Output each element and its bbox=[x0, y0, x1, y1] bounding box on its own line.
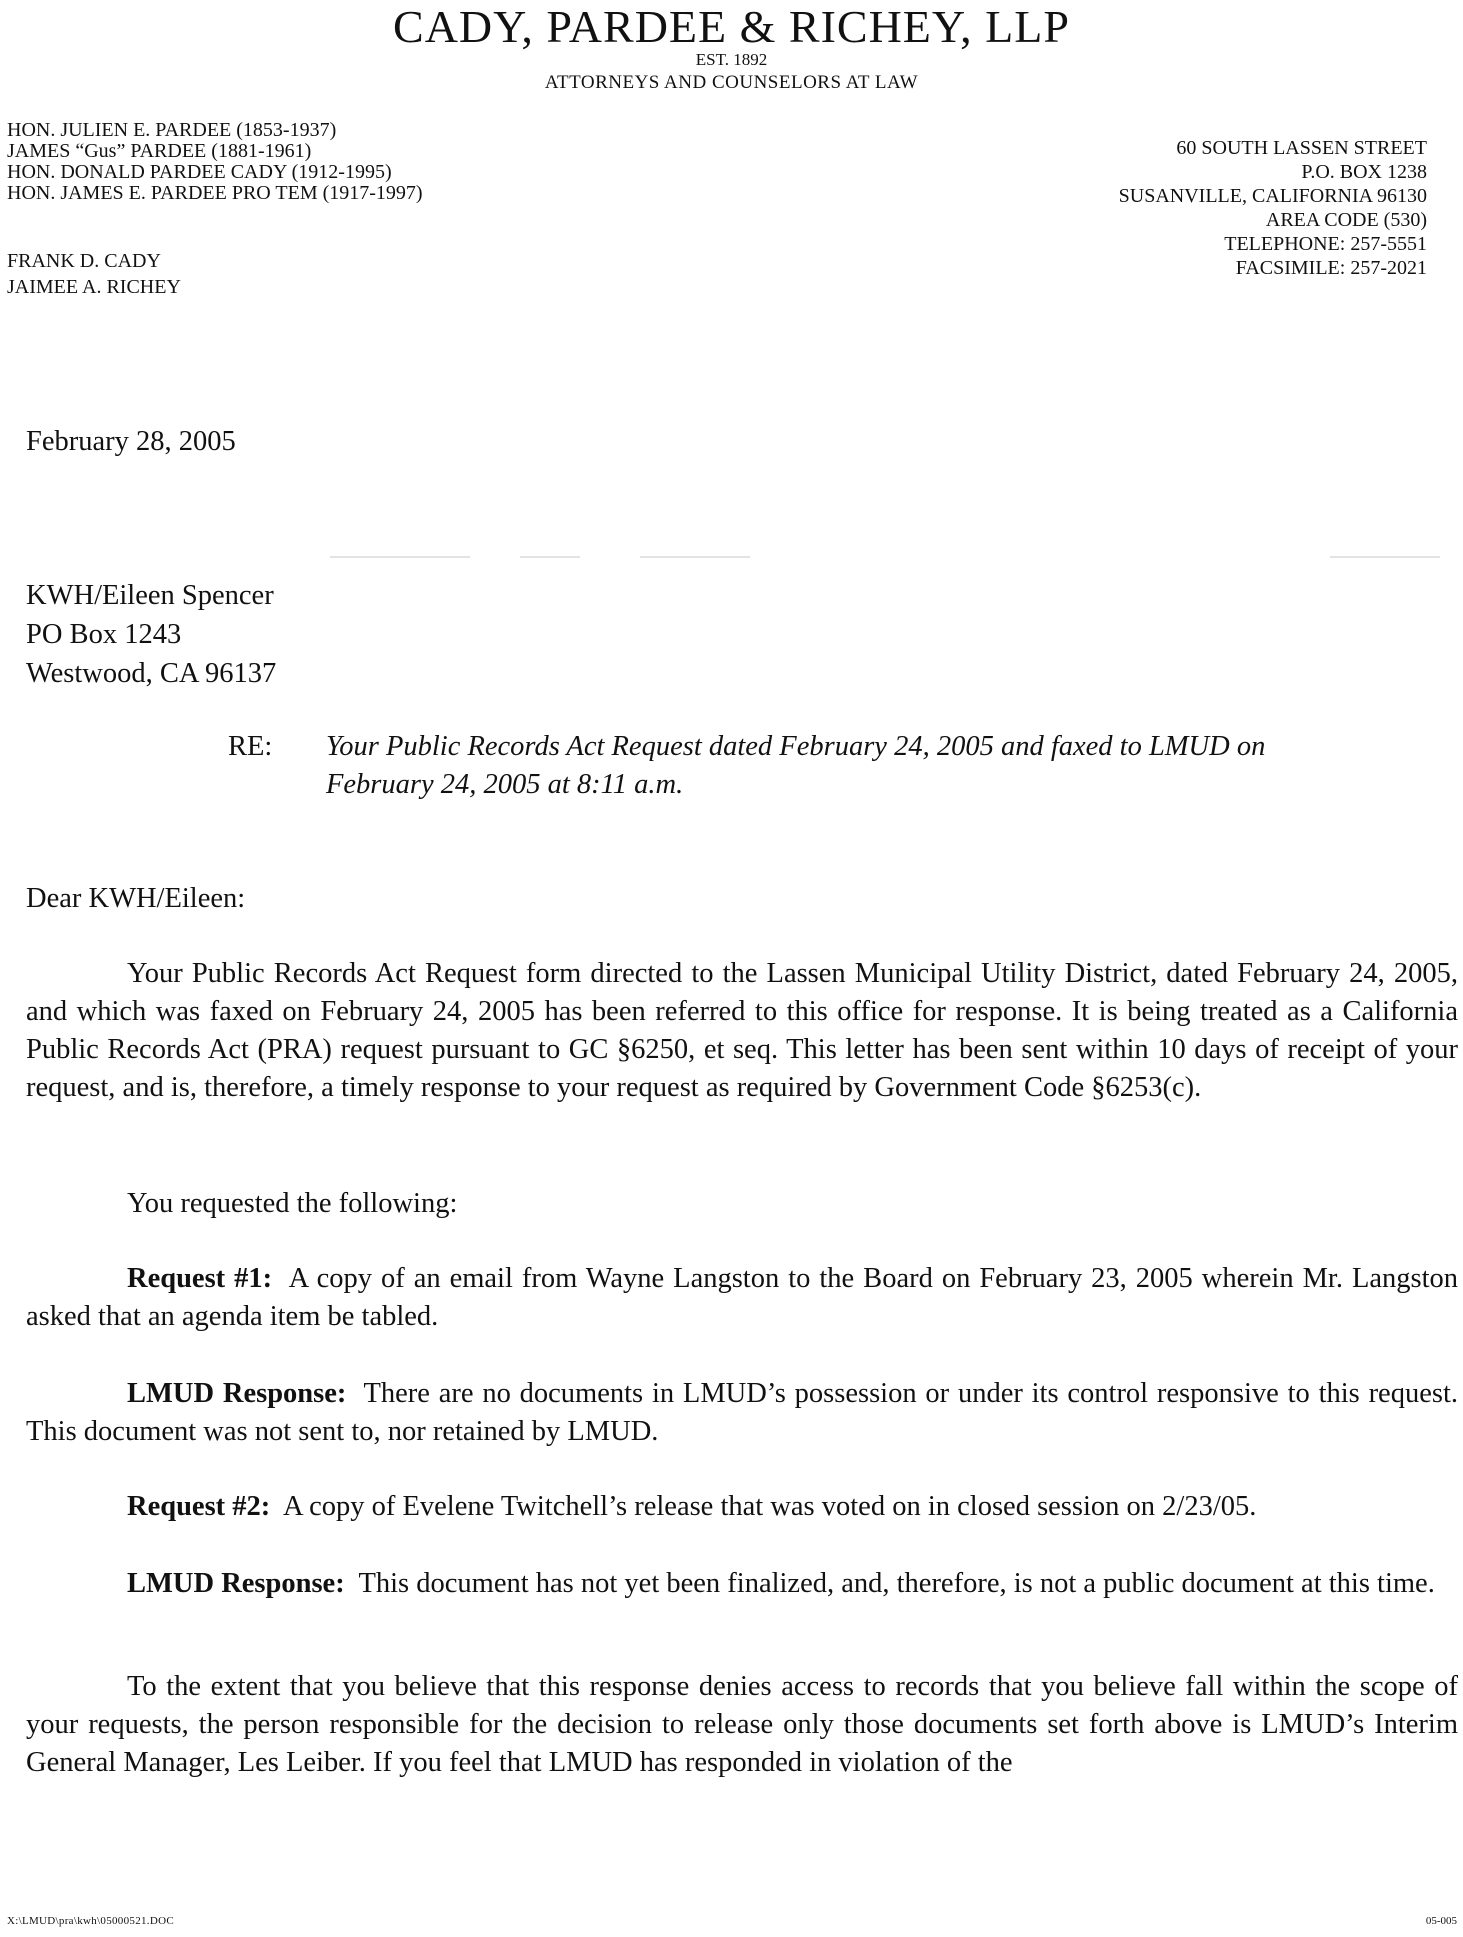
intro-paragraph: Your Public Records Act Request form directed to the Lassen Municipal Utility District, dated February 24, 2005, and which was faxed on February 24, 2005 has been referred to this office for response. It is being treated as a California Public Records Act (PRA) request pursuant to GC §6250, et seq. This letter has been sent within 10 days of receipt of your request, and is, therefore, a timely response to your request as required by Government Code §6253(c). bbox=[26, 958, 1458, 1103]
recipient-line: Westwood, CA 96137 bbox=[26, 658, 277, 689]
closing-paragraph: To the extent that you believe that this response denies access to records that you believe fall within the scope of your requests, the person responsible for the decision to release only those documents set forth above is LMUD’s Interim General Manager, Les Leiber. If you feel that LMUD has responded in violation of the bbox=[26, 1671, 1458, 1778]
scan-artifact-line bbox=[640, 556, 750, 558]
established-year: EST. 1892 bbox=[695, 50, 768, 69]
re-label: RE: bbox=[228, 731, 273, 762]
recipient-address bbox=[26, 576, 276, 693]
address-line: SUSANVILLE, CALIFORNIA 96130 bbox=[1118, 185, 1427, 207]
request-2-label: Request #2: bbox=[127, 1491, 271, 1522]
response-1-label: LMUD Response: bbox=[127, 1378, 347, 1409]
partners-list bbox=[7, 248, 181, 300]
document-file-path: X:\LMUD\pra\kwh\05000521.DOC bbox=[7, 1915, 174, 1927]
partner-name: JAIMEE A. RICHEY bbox=[7, 276, 181, 298]
historical-member: JAMES “Gus” PARDEE (1881-1961) bbox=[7, 140, 312, 162]
document-page-code: 05-005 bbox=[1425, 1915, 1457, 1927]
response-1-text: There are no documents in LMUD’s possession or under its control responsive to this request. This document was not sent to, nor retained by LMUD. bbox=[26, 1378, 1458, 1447]
requested-line: You requested the following: bbox=[127, 1188, 458, 1219]
response-2-paragraph bbox=[26, 1565, 1458, 1603]
request-2-paragraph bbox=[26, 1488, 1458, 1526]
partner-name: FRANK D. CADY bbox=[7, 250, 161, 272]
request-1-text: A copy of an email from Wayne Langston to the Board on February 23, 2005 wherein Mr. Langston asked that an agenda item be tabled. bbox=[26, 1263, 1459, 1332]
historical-members-list bbox=[7, 120, 423, 204]
historical-member: HON. DONALD PARDEE CADY (1912-1995) bbox=[7, 161, 392, 183]
request-1-label: Request #1: bbox=[127, 1263, 273, 1294]
response-2-text: This document has not yet been finalized, and, therefore, is not a public document at this time. bbox=[358, 1568, 1435, 1599]
response-1-paragraph bbox=[26, 1375, 1458, 1451]
scan-artifact-line bbox=[330, 556, 470, 558]
historical-member: HON. JULIEN E. PARDEE (1853-1937) bbox=[7, 119, 337, 141]
firm-address-block bbox=[1119, 136, 1427, 280]
address-line: AREA CODE (530) bbox=[1265, 209, 1427, 231]
address-line: 60 SOUTH LASSEN STREET bbox=[1176, 137, 1427, 159]
recipient-line: KWH/Eileen Spencer bbox=[26, 580, 274, 611]
letter-date: February 28, 2005 bbox=[26, 426, 236, 457]
salutation: Dear KWH/Eileen: bbox=[26, 883, 246, 914]
request-2-text: A copy of Evelene Twitchell’s release that was voted on in closed session on 2/23/05. bbox=[282, 1491, 1257, 1522]
request-1-paragraph bbox=[26, 1260, 1458, 1336]
response-2-label: LMUD Response: bbox=[127, 1568, 345, 1599]
scan-artifact-line bbox=[1330, 556, 1440, 558]
recipient-line: PO Box 1243 bbox=[26, 619, 182, 650]
address-line: P.O. BOX 1238 bbox=[1301, 161, 1427, 183]
re-subject: Your Public Records Act Request dated February 24, 2005 and faxed to LMUD on February 24, 2005 at 8:11 a.m. bbox=[326, 731, 1266, 800]
address-line: FACSIMILE: 257-2021 bbox=[1235, 257, 1427, 279]
scan-artifact-line bbox=[520, 556, 580, 558]
address-line: TELEPHONE: 257-5551 bbox=[1224, 233, 1427, 255]
firm-tagline: ATTORNEYS AND COUNSELORS AT LAW bbox=[544, 72, 919, 93]
historical-member: HON. JAMES E. PARDEE PRO TEM (1917-1997) bbox=[7, 182, 423, 204]
firm-name: CADY, PARDEE & RICHEY, LLP bbox=[393, 1, 1070, 52]
